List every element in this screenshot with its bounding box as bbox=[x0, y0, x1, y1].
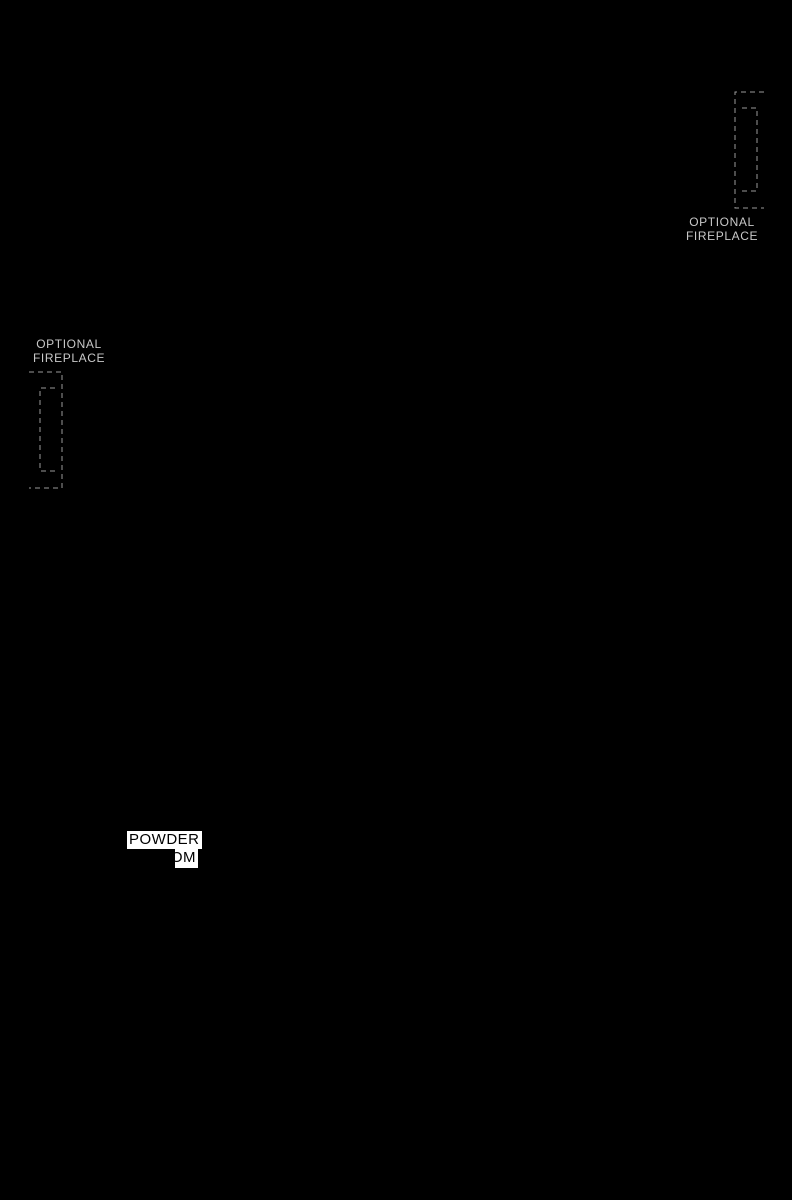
fireplace-top-label bbox=[686, 215, 758, 243]
fireplace-left-label-line2: FIREPLACE bbox=[33, 351, 106, 365]
fireplace-left-label-line1: OPTIONAL bbox=[36, 337, 102, 351]
fireplace-top-label-line2: FIREPLACE bbox=[686, 229, 759, 243]
fireplace-left-label bbox=[33, 337, 105, 365]
powder-room-label-line2: ROOM bbox=[147, 849, 196, 866]
fireplace-left-outline bbox=[29, 372, 62, 488]
powder-room-label-line1: POWDER bbox=[129, 831, 200, 848]
fireplace-top-outline bbox=[735, 92, 764, 208]
powder-room-label-line2-box bbox=[147, 849, 198, 868]
fireplace-top-label-line1: OPTIONAL bbox=[689, 215, 755, 229]
